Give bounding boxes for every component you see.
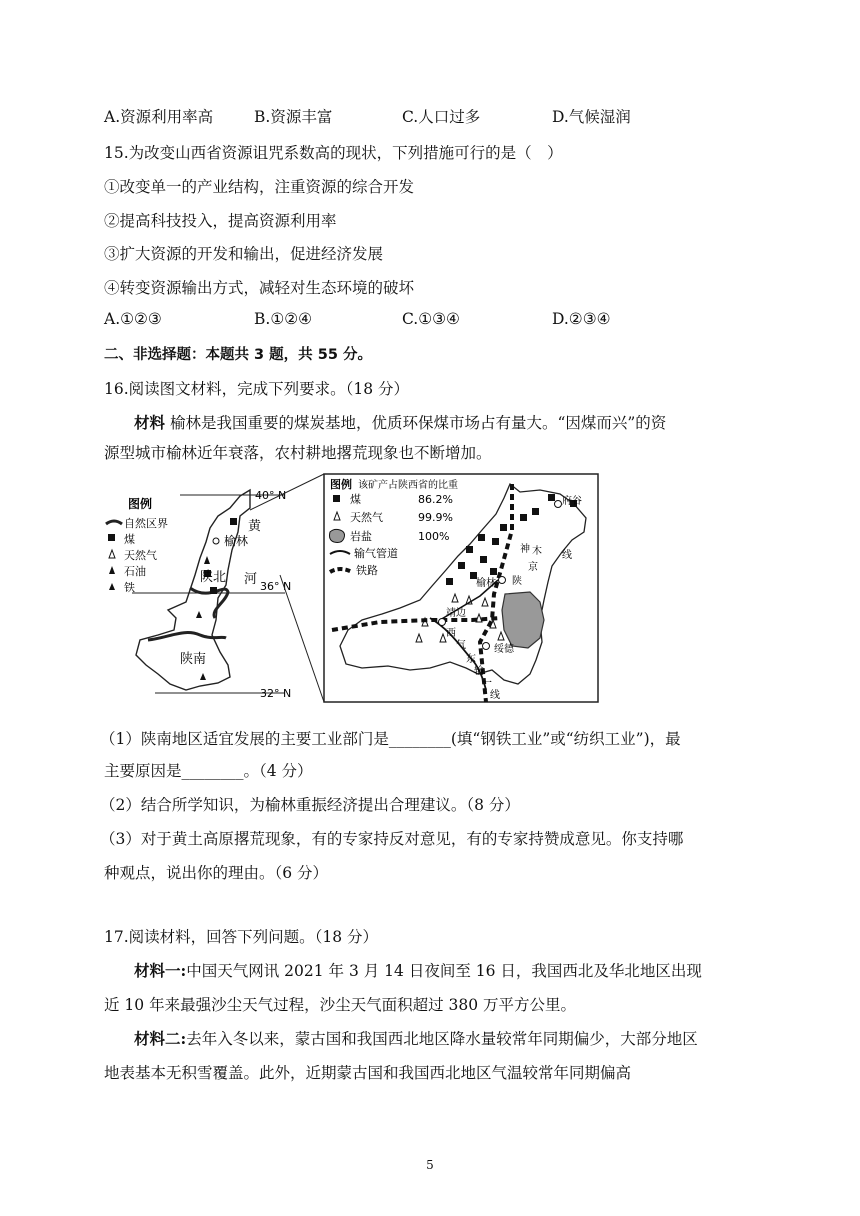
label-xian2: 线 (490, 690, 500, 701)
right-map (324, 474, 598, 702)
city-suide-icon (483, 643, 490, 650)
label-shen: 神 (520, 544, 530, 555)
q15-item-3: ③扩大资源的开发和输出，促进经济发展 (104, 245, 384, 263)
q16-sub1-line2: 主要原因是________。（4 分） (104, 762, 313, 780)
railway-legend-icon (330, 569, 352, 572)
natural-boundary-south (148, 633, 226, 640)
label-fugu: 府谷 (562, 496, 582, 507)
q14-option-b[interactable]: B.资源丰富 (254, 108, 333, 126)
coal-legend-icon (333, 495, 340, 502)
left-legend-oil: 石油 (124, 565, 146, 578)
iron-legend-icon (109, 583, 115, 590)
label-mu: 木 (532, 546, 542, 557)
iron-icon (200, 673, 206, 680)
label-huang: 黄 (248, 519, 262, 534)
oil-icon (196, 611, 202, 618)
q16-sub3-line1: （3）对于黄土高原撂荒现象，有的专家持反对意见，有的专家持赞成意见。你支持哪 (100, 830, 684, 848)
railway-shenmu (480, 484, 512, 702)
left-legend-boundary: 自然区界 (124, 517, 168, 530)
right-legend-coal: 煤 (350, 493, 361, 506)
coal-legend-icon (108, 534, 115, 541)
q17-material1-line2: 近 10 年来最强沙尘天气过程，沙尘天气面积超过 380 万平方公里。 (104, 996, 577, 1014)
q16-map-figure (100, 470, 760, 710)
q16-material-line1 (134, 411, 666, 433)
label-jingbian: 靖边 (446, 608, 466, 619)
oil-legend-icon (109, 566, 115, 574)
label-yulin-inset: 榆林 (476, 578, 496, 589)
left-legend-gas: 天然气 (124, 549, 157, 562)
q15-item-4: ④转变资源输出方式，减轻对生态环境的破坏 (104, 279, 415, 297)
label-suide: 绥德 (494, 644, 514, 655)
right-legend-header: 该矿产占陕西省的比重 (358, 480, 458, 491)
q17-material1-label: 材料一: (134, 961, 187, 980)
q16-sub2: （2）结合所学知识，为榆林重振经济提出合理建议。（8 分） (100, 796, 520, 814)
q15-stem: 15.为改变山西省资源诅咒系数高的现状，下列措施可行的是（ ） (104, 144, 563, 162)
gas-legend-icon (334, 512, 340, 520)
right-legend-pipeline: 输气管道 (354, 547, 398, 560)
q14-option-a[interactable]: A.资源利用率高 (104, 108, 214, 126)
city-yulin-icon (499, 577, 506, 584)
pipeline-legend-icon (330, 551, 350, 554)
q17-material2-line1 (134, 1027, 698, 1049)
q15-option-d[interactable]: D.②③④ (552, 310, 611, 328)
label-jing: 京 (528, 562, 538, 573)
q17-material1-text1: 中国天气网讯 2021 年 3 月 14 日夜间至 16 日，我国西北及华北地区出现 (186, 962, 702, 980)
label-yulin: 榆林 (224, 534, 249, 548)
q16-material-line2: 源型城市榆林近年衰落，农村耕地撂荒现象也不断增加。 (104, 444, 492, 462)
q15-item-1: ①改变单一的产业结构，注重资源的综合开发 (104, 178, 415, 196)
section-title: 二、非选择题：本题共 3 题，共 55 分。 (104, 347, 372, 363)
city-yulin-icon (213, 538, 219, 544)
right-legend-coal-value: 86.2% (418, 493, 453, 506)
right-legend-salt: 岩盐 (350, 530, 372, 543)
left-legend-title: 图例 (128, 497, 153, 511)
connector-bottom (280, 575, 324, 702)
label-he: 河 (244, 572, 258, 587)
q16-material-text1: 榆林是我国重要的煤炭基地，优质环保煤市场占有量大。“因煤而兴”的资 (169, 414, 667, 432)
left-legend-iron: 铁 (124, 581, 135, 594)
q14-options (104, 105, 631, 127)
q14-option-d[interactable]: D.气候湿润 (552, 108, 631, 126)
q16-map-svg (100, 470, 760, 710)
q16-sub1-line1: （1）陕南地区适宜发展的主要工业部门是________(填“钢铁工业”或“纺织工业”)，最 (100, 730, 681, 748)
label-yi: 一 (482, 678, 492, 689)
railway-east-west (332, 618, 500, 630)
label-shanv: 陕 (512, 576, 522, 587)
coal-icon (210, 587, 217, 594)
q16-stem: 16.阅读图文材料，完成下列要求。（18 分） (104, 380, 410, 398)
q16-sub3-line2: 种观点，说出你的理由。（6 分） (104, 864, 329, 882)
city-jingbian-icon (439, 619, 446, 626)
natural-boundary-legend-icon (106, 521, 122, 524)
q17-material2-text1: 去年入冬以来，蒙古国和我国西北地区降水量较常年同期偏少，大部分地区 (186, 1030, 698, 1048)
q14-option-c[interactable]: C.人口过多 (402, 108, 481, 126)
lat-32-label: 32° N (260, 687, 292, 700)
q17-material2-label: 材料二: (134, 1029, 187, 1048)
coal-icon (230, 518, 237, 525)
right-legend-salt-value: 100% (418, 530, 450, 543)
label-xi: 西 (446, 628, 456, 639)
label-qi: 气 (456, 640, 466, 651)
q15-option-a[interactable]: A.①②③ (104, 310, 162, 328)
gas-pipeline-west-east (430, 618, 486, 690)
right-legend-gas-value: 99.9% (418, 511, 453, 524)
q17-stem: 17.阅读材料，回答下列问题。（18 分） (104, 928, 379, 946)
label-shanbei: 陕北 (200, 570, 227, 585)
right-legend-railway: 铁路 (356, 564, 378, 577)
label-shannan: 陕南 (180, 652, 207, 667)
q17-material1-line1 (134, 959, 702, 981)
gas-legend-icon (109, 550, 115, 558)
city-fugu-icon (555, 501, 562, 508)
rock-salt-area (502, 592, 544, 648)
rock-salt-legend-icon (330, 529, 345, 542)
q15-item-2: ②提高科技投入，提高资源利用率 (104, 212, 337, 230)
q16-material-label: 材料 (134, 413, 166, 432)
label-shu: 输 (474, 666, 484, 677)
label-xian: 线 (562, 550, 572, 561)
q15-options (104, 310, 611, 328)
page-number: 5 (426, 1158, 434, 1172)
right-legend-title: 图例 (330, 478, 352, 491)
right-legend-gas: 天然气 (350, 511, 383, 524)
lat-40-label: 40° N (255, 489, 287, 502)
q15-option-b[interactable]: B.①②④ (254, 310, 313, 328)
left-map (106, 474, 324, 702)
q15-option-c[interactable]: C.①③④ (402, 310, 460, 328)
left-legend-coal: 煤 (124, 533, 135, 546)
q17-material2-line2: 地表基本无积雪覆盖。此外，近期蒙古国和我国西北地区气温较常年同期偏高 (104, 1064, 632, 1082)
label-dong: 东 (466, 654, 476, 665)
lat-36-label: 36° N (260, 580, 292, 593)
oil-icon (204, 556, 210, 564)
